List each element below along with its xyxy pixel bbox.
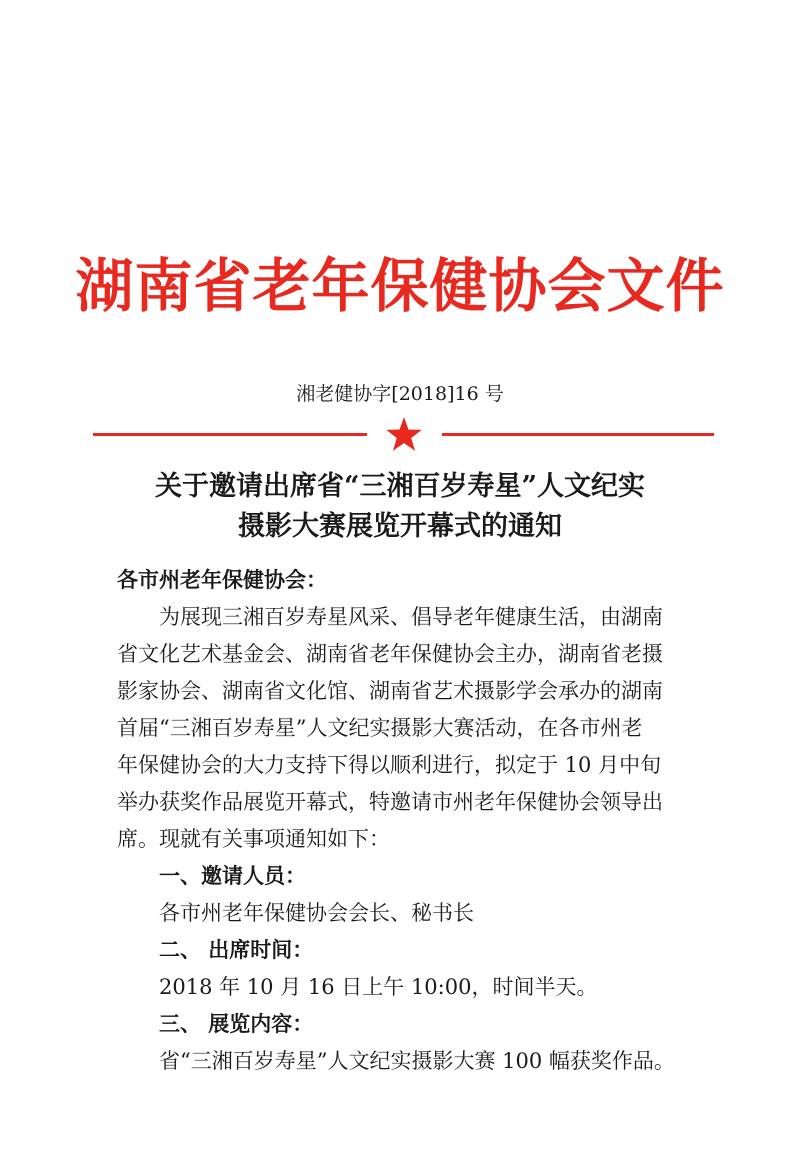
red-divider-left [93, 433, 367, 436]
notice-title-line-1: 关于邀请出席省“三湘百岁寿星”人文纪实 [154, 471, 646, 502]
paragraph-line: 影家协会、湖南省文化馆、湖南省艺术摄影学会承办的湖南 [117, 679, 663, 703]
section-content-exhibition: 省“三湘百岁寿星”人文纪实摄影大赛 100 幅获奖作品。 [159, 1049, 675, 1073]
section-content-time: 2018 年 10 月 16 日上午 10:00，时间半天。 [159, 975, 598, 999]
red-divider-right [442, 433, 714, 436]
paragraph-line: 举办获奖作品展览开幕式，特邀请市州老年保健协会领导出 [117, 790, 663, 814]
section-content-invitees: 各市州老年保健协会会长、秘书长 [159, 901, 474, 925]
paragraph-line: 席。现就有关事项通知如下： [117, 827, 390, 851]
star-icon [385, 416, 423, 452]
paragraph-line: 年保健协会的大力支持下得以顺利进行，拟定于 10 月中旬 [117, 753, 662, 777]
section-heading-time: 二、 出席时间： [159, 937, 314, 962]
document-number: 湘老健协字[2018]16 号 [296, 383, 504, 405]
paragraph-line: 为展现三湘百岁寿星风采、倡导老年健康生活，由湖南 [159, 605, 663, 629]
notice-title-line-2: 摄影大赛展览开幕式的通知 [238, 511, 562, 542]
paragraph-line: 首届“三湘百岁寿星”人文纪实摄影大赛活动，在各市州老 [117, 716, 643, 740]
salutation: 各市州老年保健协会： [117, 567, 327, 592]
section-heading-exhibition: 三、 展览内容： [159, 1011, 314, 1036]
section-heading-invitees: 一、邀请人员： [159, 863, 306, 888]
header-title: 湖南省老年保健协会文件 [75, 252, 725, 320]
paragraph-line: 省文化艺术基金会、湖南省老年保健协会主办，湖南省老摄 [117, 642, 663, 666]
